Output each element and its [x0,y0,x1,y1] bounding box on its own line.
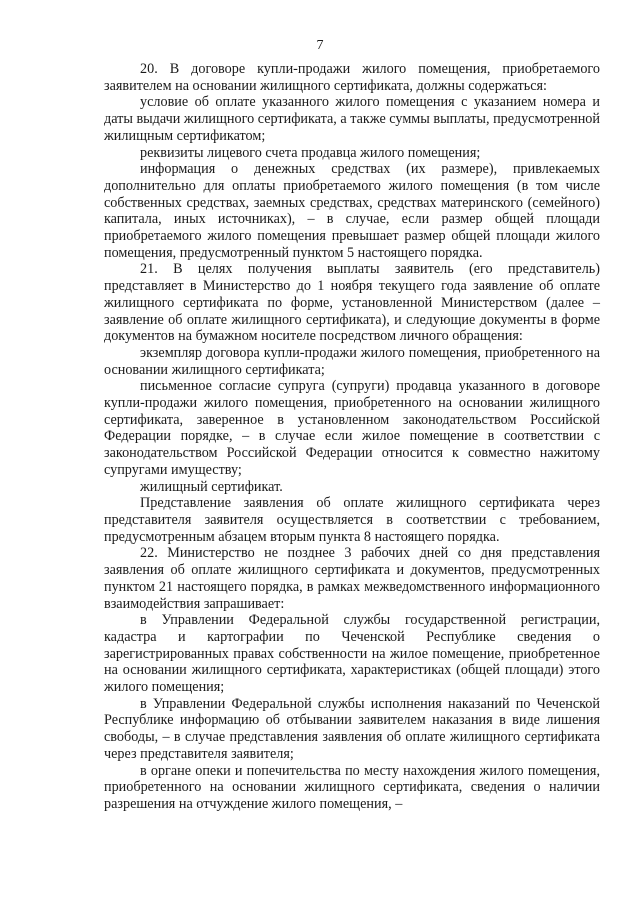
paragraph-additional-funds: информация о денежных средствах (их размере), привлекаемых дополнительно для оплаты приобретаемого жилого помещения (в том числе собственных средствах, заемных средствах, средствах материнского (семейного) капитала, иных источниках), – в случае, если размер общей площади приобретаемого жилого помещения превышает размер общей площади жилого помещения, предусмотренный пунктом 5 настоящего порядка. [104,161,600,261]
paragraph-21: 21. В целях получения выплаты заявитель (его представитель) представляет в Министерство до 1 ноября текущего года заявление об оплате жилищного сертификата по форме, установленной Министерством (далее – заявление об оплате жилищного сертификата), и следующие документы в форме документов на бумажном носителе посредством личного обращения: [104,261,600,345]
paragraph-22: 22. Министерство не позднее 3 рабочих дней со дня представления заявления об оплате жилищного сертификата и документов, предусмотренных пунктом 21 настоящего порядка, в рамках межведомственного информационного взаимодействия запрашивает: [104,545,600,612]
paragraph-20: 20. В договоре купли-продажи жилого помещения, приобретаемого заявителем на основании жилищного сертификата, должны содержаться: [104,61,600,94]
paragraph-certificate: жилищный сертификат. [140,478,283,495]
document-body [104,61,600,813]
page-number: 7 [316,38,324,53]
paragraph-rosreestr-request: в Управлении Федеральной службы государственной регистрации, кадастра и картографии по Чеченской Республике сведения о зарегистрированных правах собственности на жилое помещение, приобретенное на основании жилищного сертификата, характеристиках (общей площади) этого жилого помещения; [104,612,600,696]
paragraph-contract-copy: экземпляр договора купли-продажи жилого помещения, приобретенного на основании жилищного сертификата; [104,344,600,378]
paragraph-fsin-request: в Управлении Федеральной службы исполнения наказаний по Чеченской Республике информацию об отбывании заявителем наказания в виде лишения свободы, – в случае представления заявления об оплате жилищного сертификата через представителя заявителя; [104,695,600,762]
paragraph-representative: Представление заявления об оплате жилищного сертификата через представителя заявителя осуществляется в соответствии с требованием, предусмотренным абзацем вторым пункта 8 настоящего порядка. [104,495,600,545]
paragraph-payment-condition: условие об оплате указанного жилого помещения с указанием номера и даты выдачи жилищного сертификата, а также суммы выплаты, предусмотренной жилищным сертификатом; [104,94,600,144]
paragraph-seller-account: реквизиты лицевого счета продавца жилого помещения; [140,144,481,161]
paragraph-guardianship-request: в органе опеки и попечительства по месту нахождения жилого помещения, приобретенного на основании жилищного сертификата, сведения о наличии разрешения на отчуждение жилого помещения, – [104,762,600,812]
paragraph-spouse-consent: письменное согласие супруга (супруги) продавца указанного в договоре купли-продажи жилого помещения, приобретенного на основании жилищного сертификата, заверенное в установленном законодательством Российской Федерации порядке, – в случае если жилое помещение в соответствии с законодательством Российской Федерации относится к совместно нажитому супругами имуществу; [104,378,600,478]
